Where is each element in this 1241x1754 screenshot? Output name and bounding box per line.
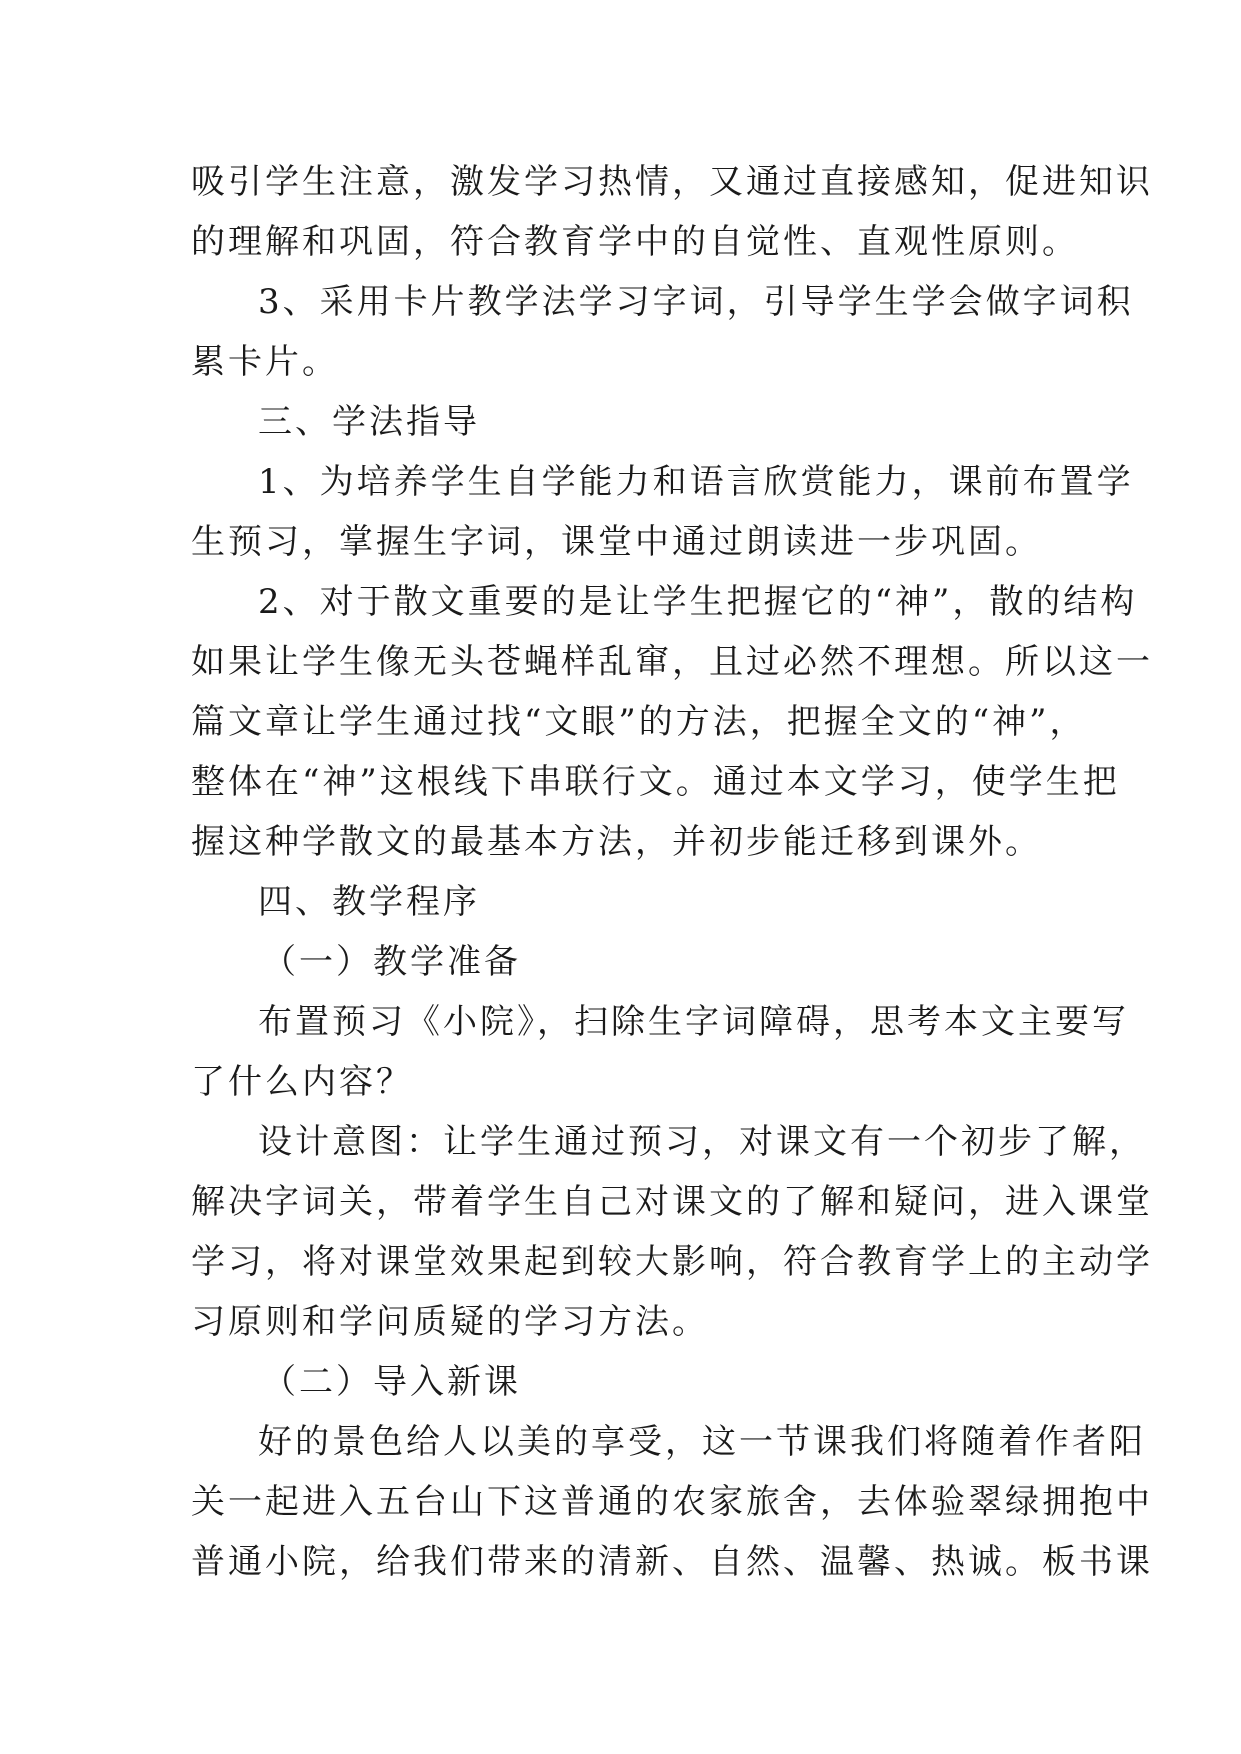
subsection-heading: （一）教学准备 [262,942,521,982]
text-line: 的理解和巩固，符合教育学中的自觉性、直观性原则。 [191,222,1079,262]
text-line: 好的景色给人以美的享受，这一节课我们将随着作者阳 [258,1422,1146,1462]
text-line: 累卡片。 [191,342,339,382]
text-line: 设计意图：让学生通过预习，对课文有一个初步了解， [258,1122,1146,1162]
text-line: 3、采用卡片教学法学习字词，引导学生学会做字词积 [258,282,1134,322]
section-heading: 四、教学程序 [258,882,480,922]
text-line: 吸引学生注意，激发学习热情，又通过直接感知，促进知识 [191,162,1153,202]
text-line: 生预习，掌握生字词，课堂中通过朗读进一步巩固。 [191,522,1042,562]
text-line: 布置预习《小院》，扫除生字词障碍，思考本文主要写 [258,1002,1129,1042]
text-line: 了什么内容？ [191,1062,413,1102]
text-line: 1、为培养学生自学能力和语言欣赏能力，课前布置学 [258,462,1134,502]
text-line: 习原则和学问质疑的学习方法。 [191,1302,709,1342]
section-heading: 三、学法指导 [258,402,480,442]
text-line: 普通小院，给我们带来的清新、自然、温馨、热诚。板书课 [191,1542,1153,1582]
text-line: 如果让学生像无头苍蝇样乱窜，且过必然不理想。所以这一 [191,642,1153,682]
text-line: 整体在“神”这根线下串联行文。通过本文学习，使学生把 [191,762,1120,802]
text-line: 解决字词关，带着学生自己对课文的了解和疑问，进入课堂 [191,1182,1153,1222]
text-line: 关一起进入五台山下这普通的农家旅舍，去体验翠绿拥抱中 [191,1482,1153,1522]
text-line: 篇文章让学生通过找“文眼”的方法，把握全文的“神”， [191,702,1087,742]
subsection-heading: （二）导入新课 [262,1362,521,1402]
text-line: 握这种学散文的最基本方法，并初步能迁移到课外。 [191,822,1042,862]
text-line: 2、对于散文重要的是让学生把握它的“神”，散的结构 [258,582,1138,622]
text-line: 学习，将对课堂效果起到较大影响，符合教育学上的主动学 [191,1242,1153,1282]
